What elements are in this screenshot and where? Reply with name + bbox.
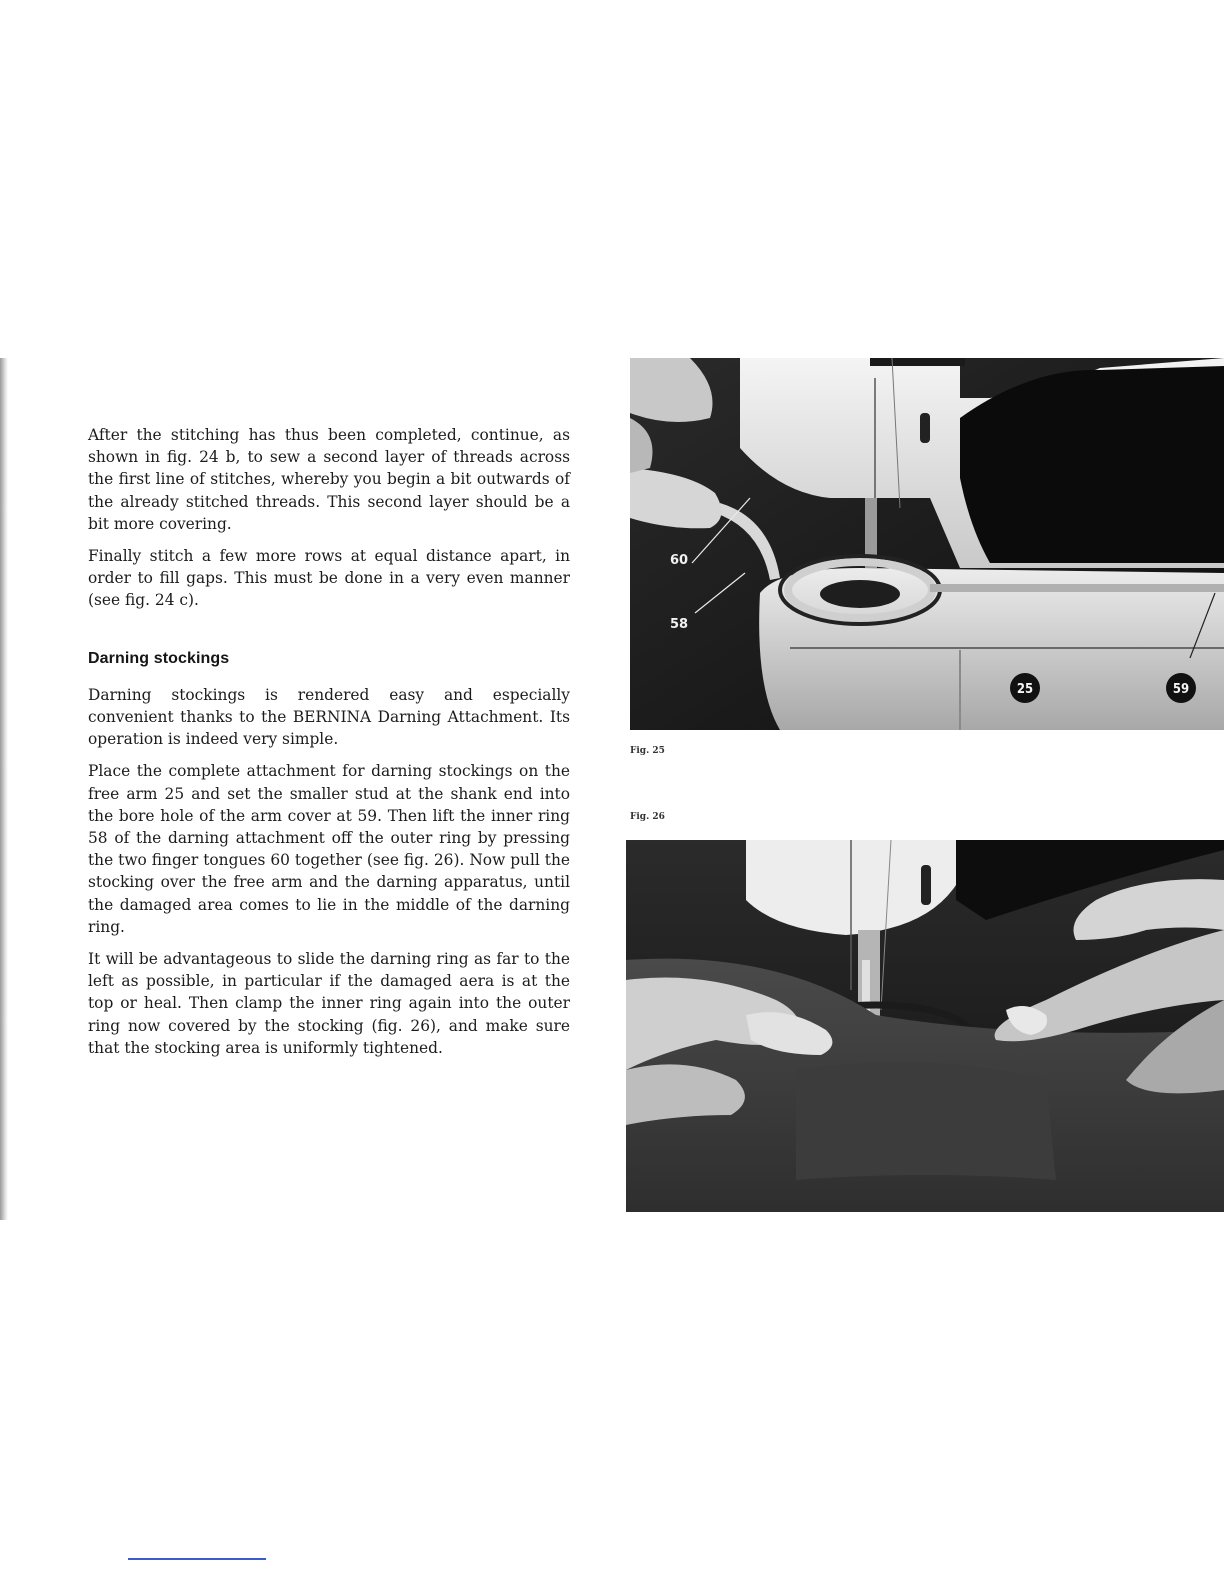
- figure-25-photo: [630, 358, 1224, 730]
- callout-label-58: 58: [670, 617, 689, 632]
- section-heading: Darning stockings: [88, 649, 230, 667]
- paragraph-darning-intro: Darning stockings is rendered easy and especially convenient thanks to the BERNINA Darning Attachment. Its operation is indeed very simple.: [88, 685, 570, 749]
- figure-25-caption: Fig. 25: [630, 746, 665, 756]
- paragraph-slide-ring: It will be advantageous to slide the darning ring as far to the left as possible, in particular if the damaged aera is at the top or heal. Then clamp the inner ring again into the outer ring now covered by the stocking (fig. 26), and make sure that the stocking area is uniformly tightened.: [88, 950, 570, 1057]
- text-column: [88, 424, 570, 1069]
- paragraph-place-attachment: Place the complete attachment for darning stockings on the free arm 25 and set the smaller stud at the shank end into the bore hole of the arm cover at 59. Then lift the inner ring 58 of the darning attachment off the outer ring by pressing the two finger tongues 60 together (see fig. 26). Now pull the stocking over the free arm and the darning apparatus, until the damaged area comes to lie in the middle of the darning ring.: [88, 762, 570, 936]
- figure-26-photo: [626, 840, 1224, 1212]
- badge-25-label: 25: [1016, 682, 1034, 697]
- binding-shadow: [0, 358, 8, 1220]
- figure-26-caption: Fig. 26: [630, 812, 665, 822]
- badge-59-label: 59: [1172, 682, 1190, 697]
- figure-25-drawing: [630, 358, 1224, 730]
- callout-label-60: 60: [670, 553, 689, 568]
- paragraph-fill-gaps: Finally stitch a few more rows at equal distance apart, in order to fill gaps. This must be done in a very even manner (see fig. 24 c).: [88, 547, 570, 610]
- figure-26-drawing: [626, 840, 1224, 1212]
- paragraph-second-layer: After the stitching has thus been completed, continue, as shown in fig. 24 b, to sew a second layer of threads across the first line of stitches, whereby you begin a bit outwards of the already stitched threads. This second layer should be a bit more covering.: [88, 426, 570, 533]
- footer-rule: [128, 1558, 266, 1560]
